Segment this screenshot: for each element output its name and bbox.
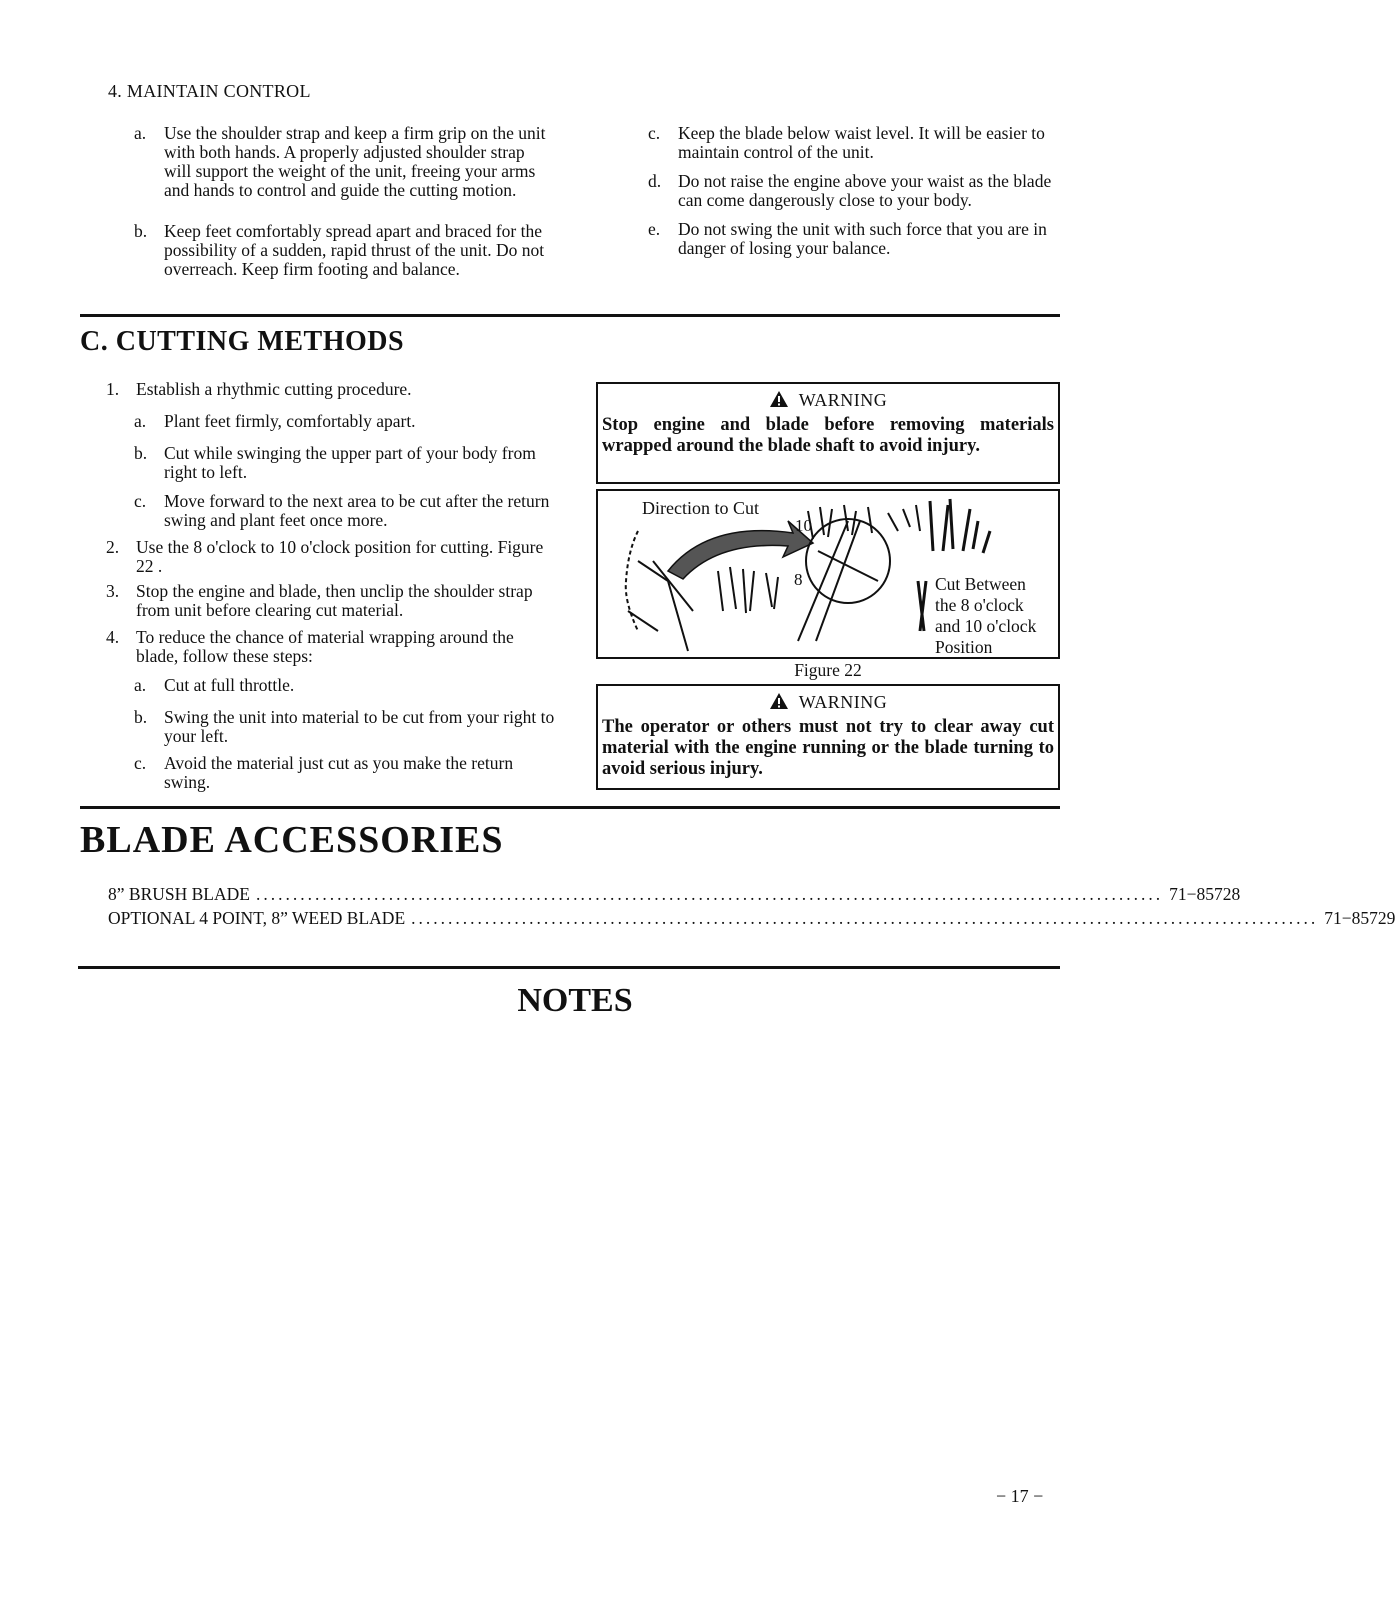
direction-arrow-icon [668,521,813,579]
direction-label: Direction to Cut [642,498,759,518]
item-marker: 3. [106,581,120,601]
warning-title-text: WARNING [798,390,888,410]
warning-title-text: WARNING [798,692,888,712]
item-text: Plant feet firmly, comfortably apart. [164,411,416,431]
item-text: Swing the unit into material to be cut from your right to your left. [164,707,555,746]
clock-label-8: 8 [794,570,803,589]
accessory-part-number: 71−85728 [1169,884,1241,904]
cutting-heading: C. CUTTING METHODS [80,326,405,357]
accessory-part-number: 71−85729 [1324,908,1395,928]
item-text: Stop the engine and blade, then unclip the shoulder strap from unit before clearing cut material. [136,581,533,620]
item-marker: c. [134,753,147,773]
item-marker: a. [134,675,147,695]
accessory-row [108,908,1395,929]
item-text: Establish a rhythmic cutting procedure. [136,379,412,399]
accessory-name: 8” BRUSH BLADE [108,884,250,904]
leader-dots: ........................................................................................................................... [255,884,1164,904]
item-marker: c. [134,491,147,511]
item-marker: b. [134,443,148,463]
item-text: Use the 8 o'clock to 10 o'clock position for cutting. Figure 22 . [136,537,544,576]
svg-text:the 8 o'clock: the 8 o'clock [935,595,1024,615]
item-text: Move forward to the next area to be cut after the return swing and plant feet once more. [164,491,550,530]
figure-22-frame [596,489,1060,659]
item-text: To reduce the chance of material wrapping around the blade, follow these steps: [136,627,514,666]
item-marker: d. [648,171,662,191]
operator-icon [626,531,693,651]
item-marker: e. [648,219,661,239]
item-marker: a. [134,123,147,143]
section-divider [80,314,1060,317]
accessory-name: OPTIONAL 4 POINT, 8” WEED BLADE [108,908,406,928]
section-divider [80,806,1060,809]
item-marker: b. [134,221,148,241]
item-marker: a. [134,411,147,431]
accessories-heading: BLADE ACCESSORIES [80,819,504,861]
warning-triangle-icon [769,390,789,408]
clock-label-10: 10 [795,516,812,535]
warning-title [598,390,1058,411]
item-text: Do not raise the engine above your waist as the blade can come dangerously close to your body. [678,171,1052,210]
item-marker: 4. [106,627,120,647]
maintain-heading: 4. MAINTAIN CONTROL [108,81,311,101]
warning-title [598,692,1058,713]
notes-heading: NOTES [517,982,633,1019]
svg-text:and 10 o'clock: and 10 o'clock [935,616,1037,636]
warning-triangle-icon [769,692,789,710]
cut-between-label [935,574,1037,657]
item-text: Keep feet comfortably spread apart and braced for the possibility of a sudden, rapid thrust of the unit. Do not overreach. Keep firm footing and balance. [164,221,545,279]
item-text: Use the shoulder strap and keep a firm grip on the unit with both hands. A properly adjusted shoulder strap will support the weight of the unit, freeing your arms and hands to control and guide the cutting motion. [164,123,546,200]
item-text: Cut while swinging the upper part of your body from right to left. [164,443,536,482]
leader-dots: ........................................................................................................................... [411,908,1319,928]
page-number: − 17 − [996,1486,1044,1506]
warning-text: Stop engine and blade before removing materials wrapped around the blade shaft to avoid injury. [602,415,1054,456]
figure-caption: Figure 22 [794,660,862,680]
svg-text:Cut Between: Cut Between [935,574,1026,594]
item-text: Keep the blade below waist level. It will be easier to maintain control of the unit. [678,123,1045,162]
accessory-row [108,884,1241,905]
item-marker: 1. [106,379,120,399]
section-divider [78,966,1060,969]
item-text: Avoid the material just cut as you make the return swing. [164,753,514,792]
item-text: Do not swing the unit with such force that you are in danger of losing your balance. [678,219,1047,258]
item-marker: b. [134,707,148,727]
warning-box-2 [596,684,1060,790]
item-marker: c. [648,123,661,143]
warning-box-1 [596,382,1060,484]
svg-text:Position: Position [935,637,993,657]
cutting-illustration [598,491,1058,657]
item-marker: 2. [106,537,120,557]
warning-text: The operator or others must not try to clear away cut material with the engine running or the blade turning to avoid serious injury. [602,717,1054,779]
item-text: Cut at full throttle. [164,675,295,695]
